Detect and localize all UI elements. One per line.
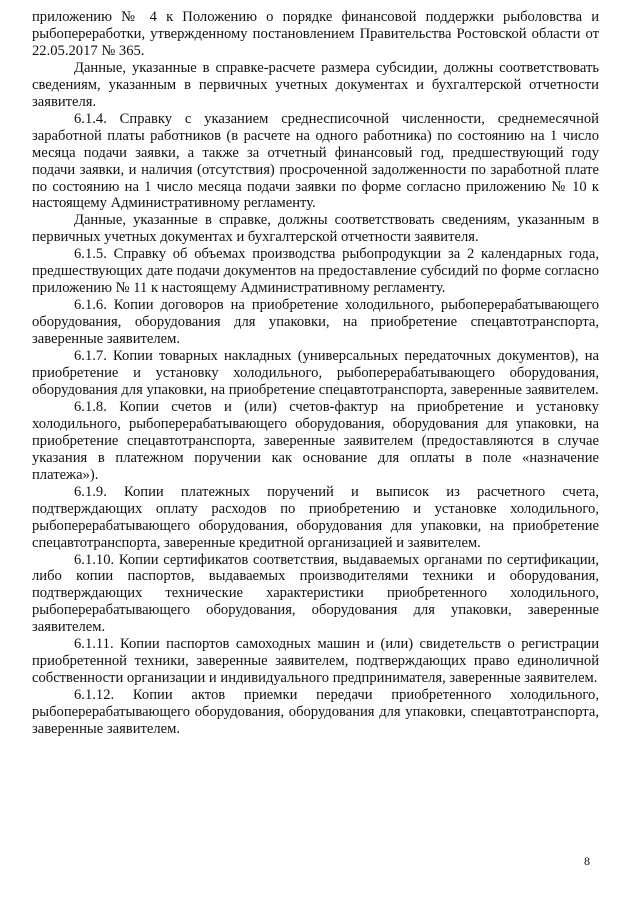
- paragraph-6-1-8: 6.1.8. Копии счетов и (или) счетов-фактур на приобретение и установку холодильного, рыбоперерабатывающего оборудования, оборудования для упаковки, на приобретение спецавтотранспорта, заверенные заявителем (предоставляются в случае указания в платежном поручении как основание для оплаты в поле «назначение платежа»).: [32, 398, 599, 483]
- document-body: [32, 9, 599, 738]
- page-number: 8: [584, 854, 590, 868]
- paragraph-6-1-4: 6.1.4. Справку с указанием среднесписочной численности, среднемесячной заработной платы работников (в расчете на одного работника) по состоянию на 1 число месяца подачи заявки, а также за отчетный финансовый год, предшествующий году подачи заявки, и наличия (отсутствия) просроченной задолженности по заработной плате по состоянию на 1 число месяца подачи заявки по форме согласно приложению № 10 к настоящему Административному регламенту.: [32, 110, 599, 212]
- paragraph-6-1-7: 6.1.7. Копии товарных накладных (универсальных передаточных документов), на приобретение и установку холодильного, рыбоперерабатывающего оборудования, оборудования для упаковки, на приобретение спецавтотранспорта, заверенные заявителем.: [32, 348, 599, 398]
- paragraph-6-1-5: 6.1.5. Справку об объемах производства рыбопродукции за 2 календарных года, предшествующих дате подачи документов на предоставление субсидий по форме согласно приложению № 11 к настоящему Административному регламенту.: [32, 246, 599, 297]
- paragraph-6-1-11: 6.1.11. Копии паспортов самоходных машин и (или) свидетельств о регистрации приобретенной техники, заверенные заявителем, подтверждающих право единоличной собственности организации и индивидуального предпринимателя, заверенные заявителем.: [32, 636, 599, 687]
- paragraph-data-requirement-1: Данные, указанные в справке-расчете размера субсидии, должны соответствовать сведениям, указанным в первичных учетных документах и бухгалтерской отчетности заявителя.: [32, 59, 599, 110]
- paragraph-6-1-10: 6.1.10. Копии сертификатов соответствия, выдаваемых органами по сертификации, либо копии паспортов, выдаваемых производителями техники и оборудования, подтверждающих технические характеристики приобретенного холодильного, рыбоперерабатывающего оборудования, оборудования для упаковки, заверенные заявителем.: [32, 551, 599, 636]
- paragraph-continuation: приложению № 4 к Положению о порядке финансовой поддержки рыболовства и рыбопереработки, утвержденному постановлением Правительства Ростовской области от 22.05.2017 № 365.: [32, 9, 599, 59]
- paragraph-6-1-12: 6.1.12. Копии актов приемки передачи приобретенного холодильного, рыбоперерабатывающего оборудования, оборудования для упаковки, спецавтотранспорта, заверенные заявителем.: [32, 687, 599, 738]
- paragraph-6-1-9: 6.1.9. Копии платежных поручений и выписок из расчетного счета, подтверждающих оплату расходов по приобретению и установке холодильного, рыбоперерабатывающего оборудования, оборудования для упаковки, на приобретение спецавтотранспорта, заверенные кредитной организацией и заявителем.: [32, 483, 599, 551]
- paragraph-data-requirement-2: Данные, указанные в справке, должны соответствовать сведениям, указанным в первичных учетных документах и бухгалтерской отчетности заявителя.: [32, 212, 599, 246]
- paragraph-6-1-6: 6.1.6. Копии договоров на приобретение холодильного, рыбоперерабатывающего оборудования, оборудования для упаковки, на приобретение спецавтотранспорта, заверенные заявителем.: [32, 297, 599, 348]
